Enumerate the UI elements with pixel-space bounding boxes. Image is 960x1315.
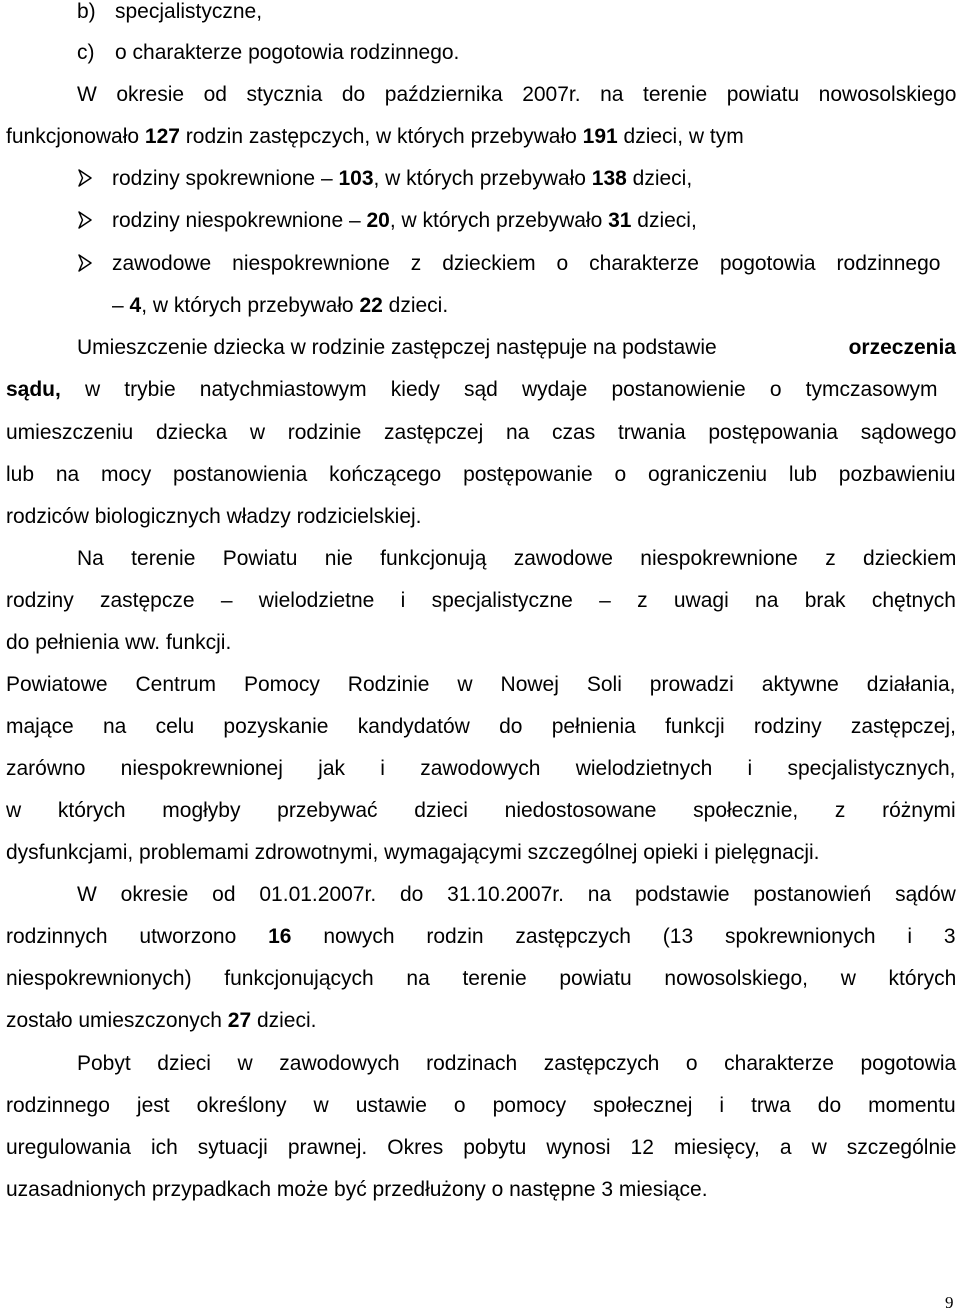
paragraph-line: niespokrewnionych) funkcjonujących na terenie powiatu nowosolskiego, w których <box>6 967 957 990</box>
list-item-c <box>77 41 460 65</box>
paragraph-line: do pełnienia ww. funkcji. <box>6 631 232 654</box>
list-item-b <box>77 0 263 24</box>
paragraph-line: rodzinnych utworzono 16 nowych rodzin zastępczych (13 spokrewnionych i 3 <box>6 925 956 948</box>
paragraph-line: zarówno niespokrewnionej jak i zawodowych wielodzietnych i specjalistycznych, <box>6 757 956 780</box>
paragraph-line: sądu, w trybie natychmiastowym kiedy sąd wydaje postanowienie o tymczasowym <box>6 378 938 401</box>
arrow-bullet-icon <box>77 169 93 187</box>
list-marker: c) <box>77 41 95 64</box>
paragraph-line: Powiatowe Centrum Pomocy Rodzinie w Nowej Soli prowadzi aktywne działania, <box>6 673 956 696</box>
bullet-item: rodziny niespokrewnione – 20, w których przebywało 31 dzieci, <box>112 209 697 232</box>
paragraph-line: zostało umieszczonych 27 dzieci. <box>6 1009 317 1032</box>
paragraph-line: umieszczeniu dziecka w rodzinie zastępczej na czas trwania postępowania sądowego <box>6 421 957 444</box>
page-number: 9 <box>945 1293 954 1312</box>
bullet-item-continuation: – 4, w których przebywało 22 dzieci. <box>112 294 449 317</box>
paragraph-line: Pobyt dzieci w zawodowych rodzinach zastępczych o charakterze pogotowia <box>77 1052 957 1075</box>
paragraph-line: W okresie od stycznia do października 2007r. na terenie powiatu nowosolskiego <box>77 83 957 106</box>
paragraph-line: W okresie od 01.01.2007r. do 31.10.2007r. na podstawie postanowień sądów <box>77 883 956 906</box>
bullet-item: zawodowe niespokrewnione z dzieckiem o charakterze pogotowia rodzinnego <box>112 252 941 275</box>
list-marker: b) <box>77 0 96 23</box>
list-item-text: o charakterze pogotowia rodzinnego. <box>115 41 460 64</box>
paragraph-line: rodziny zastępcze – wielodzietne i specjalistyczne – z uwagi na brak chętnych <box>6 589 956 612</box>
paragraph-line: uregulowania ich sytuacji prawnej. Okres pobytu wynosi 12 miesięcy, a w szczególnie <box>6 1136 957 1159</box>
paragraph-line: mające na celu pozyskanie kandydatów do pełnienia funkcji rodziny zastępczej, <box>6 715 956 738</box>
paragraph-line: dysfunkcjami, problemami zdrowotnymi, wymagającymi szczególnej opieki i pielęgnacji. <box>6 841 820 864</box>
bullet-item: rodziny spokrewnione – 103, w których przebywało 138 dzieci, <box>112 167 693 190</box>
paragraph-line: rodzinnego jest określony w ustawie o pomocy społecznej i trwa do momentu <box>6 1094 956 1117</box>
list-item-text: specjalistyczne, <box>115 0 263 23</box>
paragraph-line: lub na mocy postanowienia kończącego postępowanie o ograniczeniu lub pozbawieniu <box>6 463 956 486</box>
paragraph-line: uzasadnionych przypadkach może być przedłużony o następne 3 miesiące. <box>6 1178 708 1201</box>
paragraph-line: funkcjonowało 127 rodzin zastępczych, w których przebywało 191 dzieci, w tym <box>6 125 744 148</box>
paragraph-line: Na terenie Powiatu nie funkcjonują zawodowe niespokrewnione z dzieckiem <box>77 547 957 570</box>
arrow-bullet-icon <box>77 254 93 272</box>
paragraph-line: Umieszczenie dziecka w rodzinie zastępczej następuje na podstawie orzeczenia <box>77 336 956 359</box>
paragraph-line: rodziców biologicznych władzy rodzicielskiej. <box>6 505 422 528</box>
paragraph-line: w których mogłyby przebywać dzieci niedostosowane społecznie, z różnymi <box>6 799 956 822</box>
arrow-bullet-icon <box>77 211 93 229</box>
